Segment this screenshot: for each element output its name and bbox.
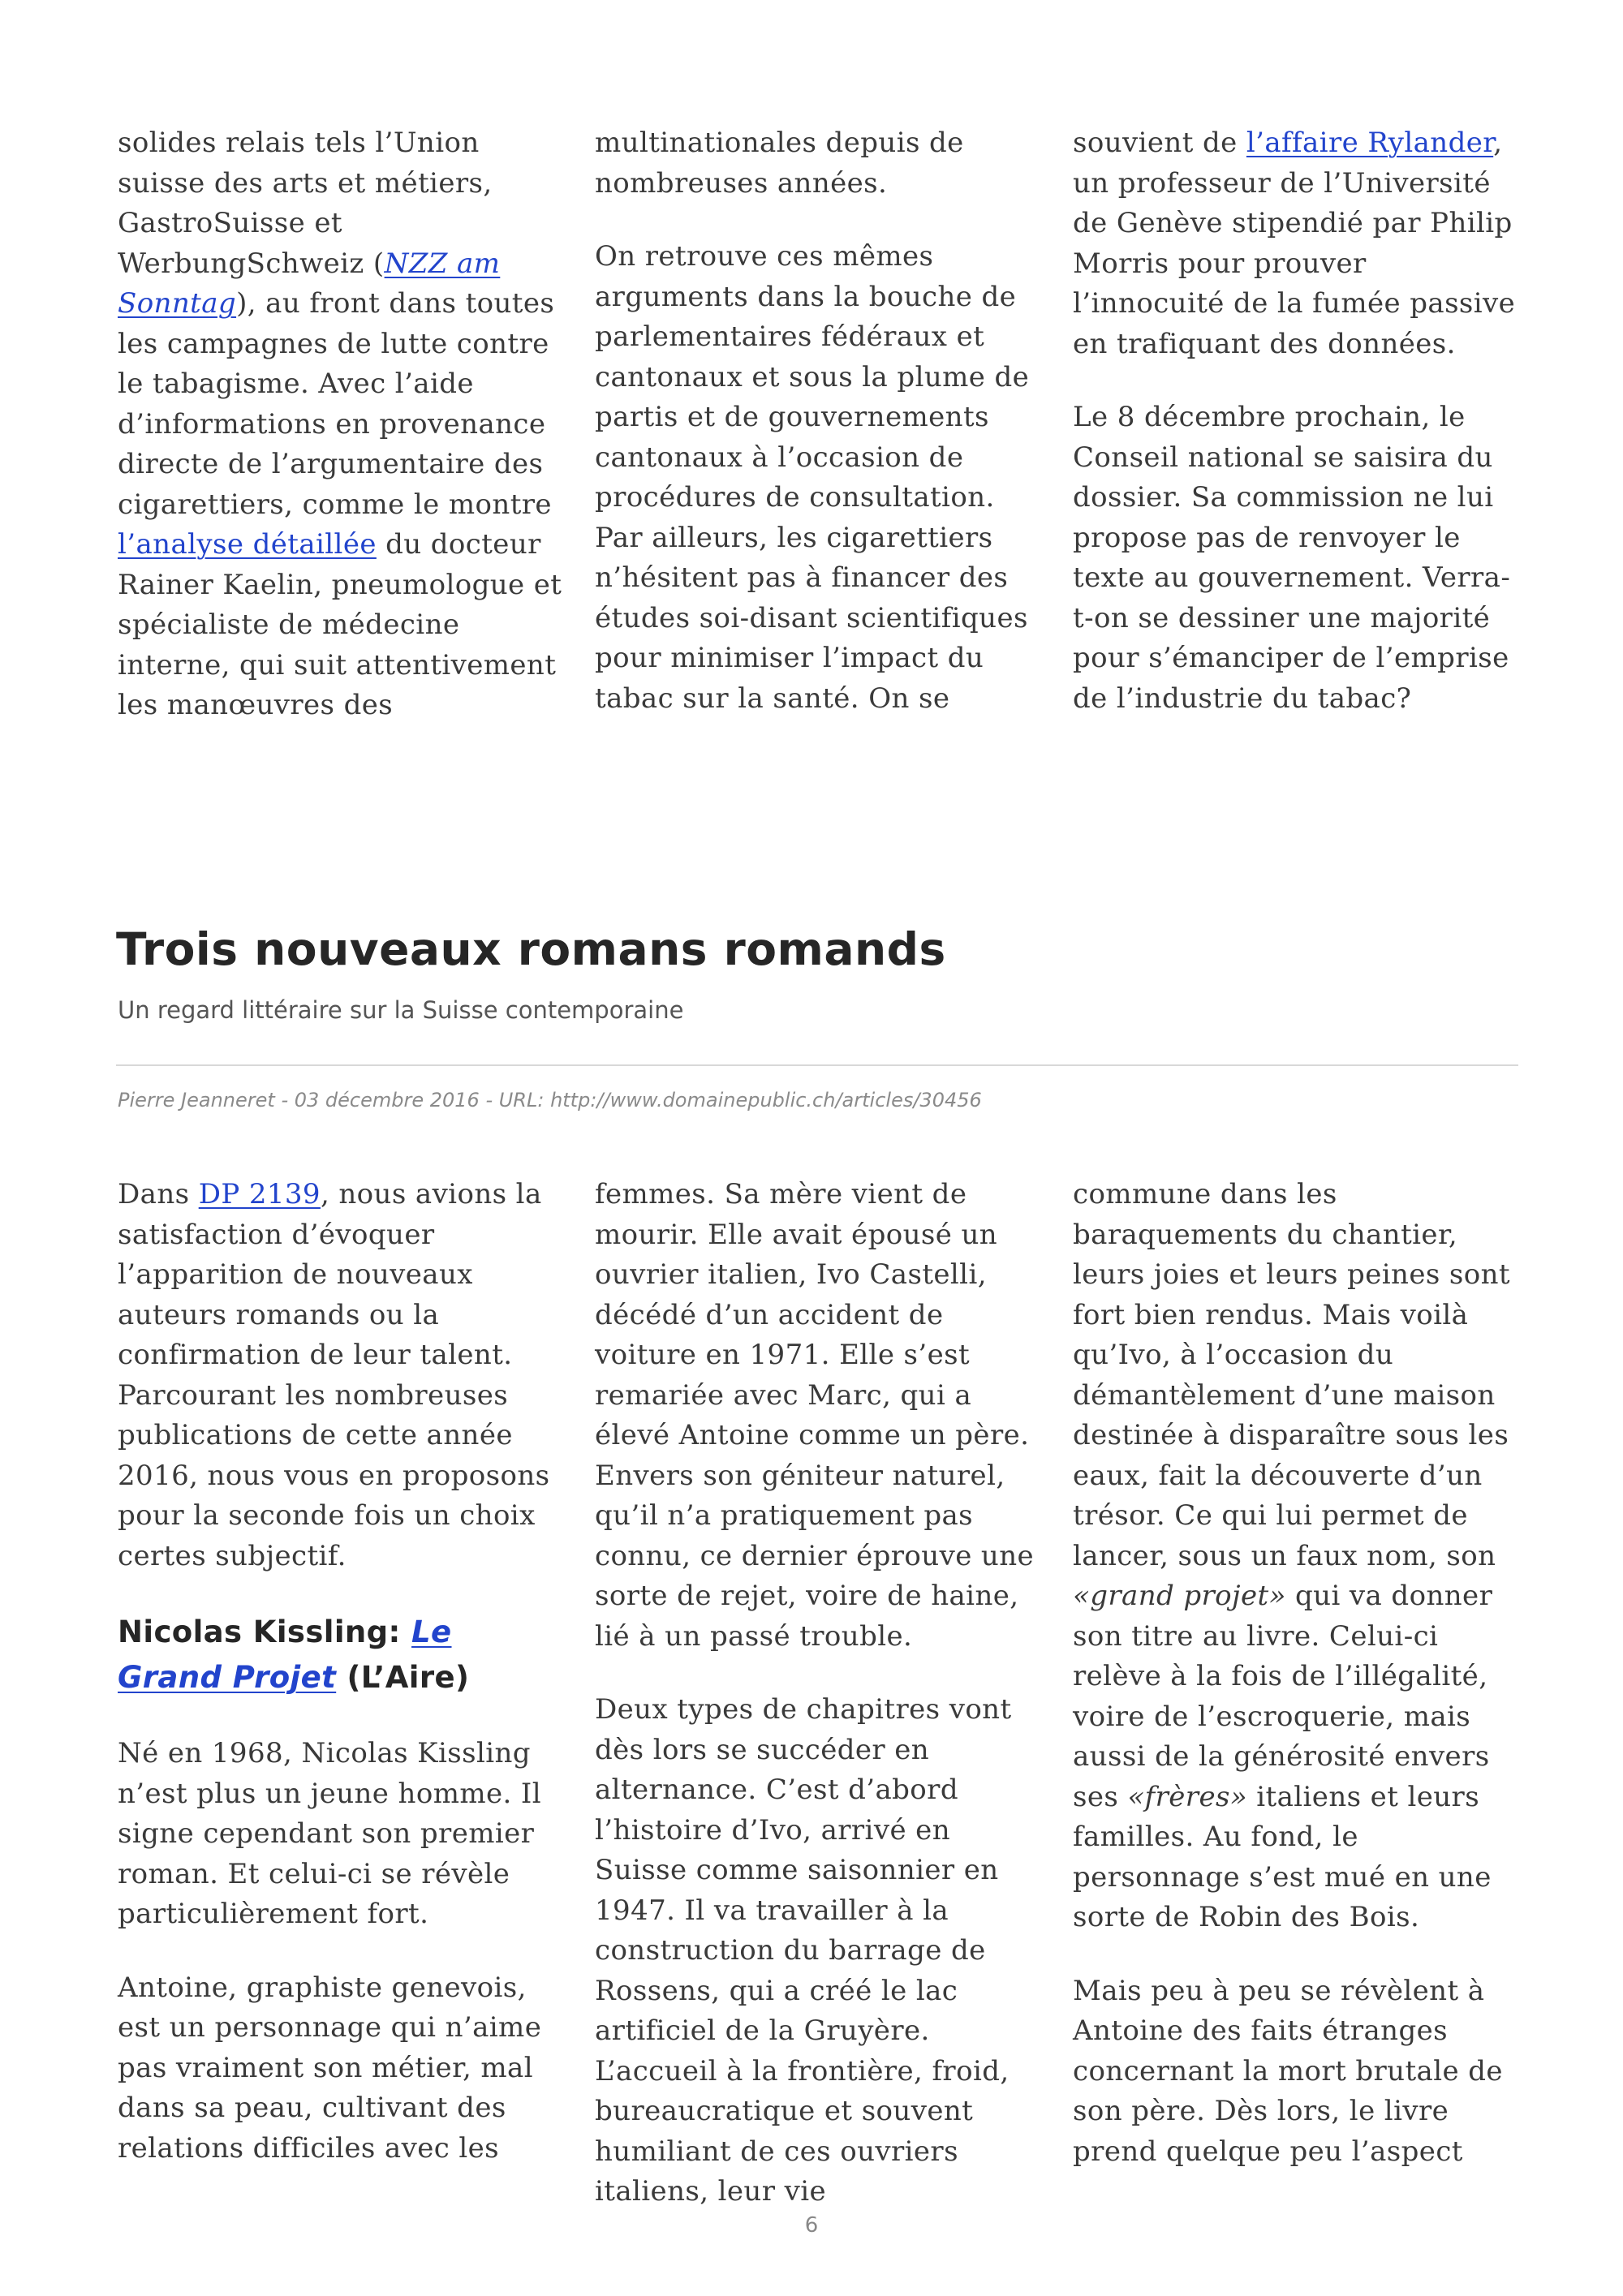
affaire-rylander-link[interactable]: l’affaire Rylander xyxy=(1246,127,1494,159)
article-title: Trois nouveaux romans romands xyxy=(116,923,946,975)
paragraph: Le 8 décembre prochain, le Conseil national se saisira du dossier. Sa commission ne lui propose pas de renvoyer le texte au gouvernement. Verra-t-on se dessiner une majorité pour s’émanciper de l’emprise de l’industrie du tabac? xyxy=(1073,401,1511,715)
article-byline: Pierre Jeanneret - 03 décembre 2016 - URL: http://www.domainepublic.ch/articles/30456 xyxy=(118,1089,982,1111)
article-column-2 xyxy=(595,1175,1041,2212)
page-number: 6 xyxy=(804,2213,819,2238)
paragraph: multinationales depuis de nombreuses années. xyxy=(595,127,964,200)
nzz-am-sonntag-link[interactable]: NZZ am Sonntag xyxy=(118,247,501,320)
article-subtitle: Un regard littéraire sur la Suisse contemporaine xyxy=(118,996,684,1024)
paragraph: Mais peu à peu se révèlent à Antoine des faits étranges concernant la mort brutale de son père. Dès lors, le livre prend quelque peu l’aspect xyxy=(1073,1974,1503,2168)
prev-article-column-3 xyxy=(1073,123,1519,719)
header-divider xyxy=(116,1064,1518,1066)
article-column-1 xyxy=(118,1175,564,2169)
paragraph: Dans DP 2139, nous avions la satisfaction d’évoquer l’apparition de nouveaux auteurs romands ou la confirmation de leur talent. Parcourant les nombreuses publications de cette année 2016, nous vous en proposons pour la seconde fois un choix certes subjectif. xyxy=(118,1178,550,1572)
paragraph: commune dans les baraquements du chantier, leurs joies et leurs peines sont fort bien rendus. Mais voilà qu’Ivo, à l’occasion du démantèlement d’une maison destinée à disparaître sous les eaux, fait la découverte d’un trésor. Ce qui lui permet de lancer, sous un faux nom, son «grand projet» qui va donner son titre au livre. Celui-ci relève à la fois de l’illégalité, voire de l’escroquerie, mais aussi de la générosité envers ses «frères» italiens et leurs familles. Au fond, le personnage s’est mué en une sorte de Robin des Bois. xyxy=(1073,1178,1510,1933)
prev-article-column-1 xyxy=(118,123,564,726)
article-column-3 xyxy=(1073,1175,1519,2172)
paragraph: Antoine, graphiste genevois, est un personnage qui n’aime pas vraiment son métier, mal dans sa peau, cultivant des relations difficiles avec les xyxy=(118,1971,542,2165)
dp-2139-link[interactable]: DP 2139 xyxy=(198,1178,321,1210)
paragraph: solides relais tels l’Union suisse des arts et métiers, GastroSuisse et WerbungSchweiz (NZZ am Sonntag), au front dans toutes les campagnes de lutte contre le tabagisme. Avec l’aide d’informations en provenance directe de l’argumentaire des cigarettiers, comme le montre l’analyse détaillée du docteur Rainer Kaelin, pneumologue et spécialiste de médecine interne, qui suit attentivement les manœuvres des xyxy=(118,127,562,721)
paragraph: Deux types de chapitres vont dès lors se succéder en alternance. C’est d’abord l’histoire d’Ivo, arrivé en Suisse comme saisonnier en 1947. Il va travailler à la construction du barrage de Rossens, qui a créé le lac artificiel de la Gruyère. L’accueil à la frontière, froid, bureaucratique et souvent humiliant de ces ouvriers italiens, leur vie xyxy=(595,1693,1012,2208)
paragraph: On retrouve ces mêmes arguments dans la bouche de parlementaires fédéraux et cantonaux et sous la plume de partis et de gouvernements cantonaux à l’occasion de procédures de consultation. Par ailleurs, les cigarettiers n’hésitent pas à financer des études soi-disant scientifiques pour minimiser l’impact du tabac sur la santé. On se xyxy=(595,240,1030,715)
paragraph: Né en 1968, Nicolas Kissling n’est plus un jeune homme. Il signe cependant son premier roman. Et celui-ci se révèle particulièrement fort. xyxy=(118,1737,542,1930)
paragraph: femmes. Sa mère vient de mourir. Elle avait épousé un ouvrier italien, Ivo Castelli, décédé d’un accident de voiture en 1971. Elle s’est remariée avec Marc, qui a élevé Antoine comme un père. Envers son géniteur naturel, qu’il n’a pratiquement pas connu, ce dernier éprouve une sorte de rejet, voire de haine, lié à un passé trouble. xyxy=(595,1178,1035,1653)
book-heading: Nicolas Kissling: Le Grand Projet (L’Aire) xyxy=(118,1615,470,1695)
paragraph: souvient de l’affaire Rylander, un professeur de l’Université de Genève stipendié par Philip Morris pour prouver l’innocuité de la fumée passive en trafiquant des données. xyxy=(1073,127,1516,360)
prev-article-column-2 xyxy=(595,123,1041,719)
le-grand-projet-link[interactable]: Le Grand Projet xyxy=(118,1615,452,1695)
analyse-detaillee-link[interactable]: l’analyse détaillée xyxy=(118,528,377,561)
